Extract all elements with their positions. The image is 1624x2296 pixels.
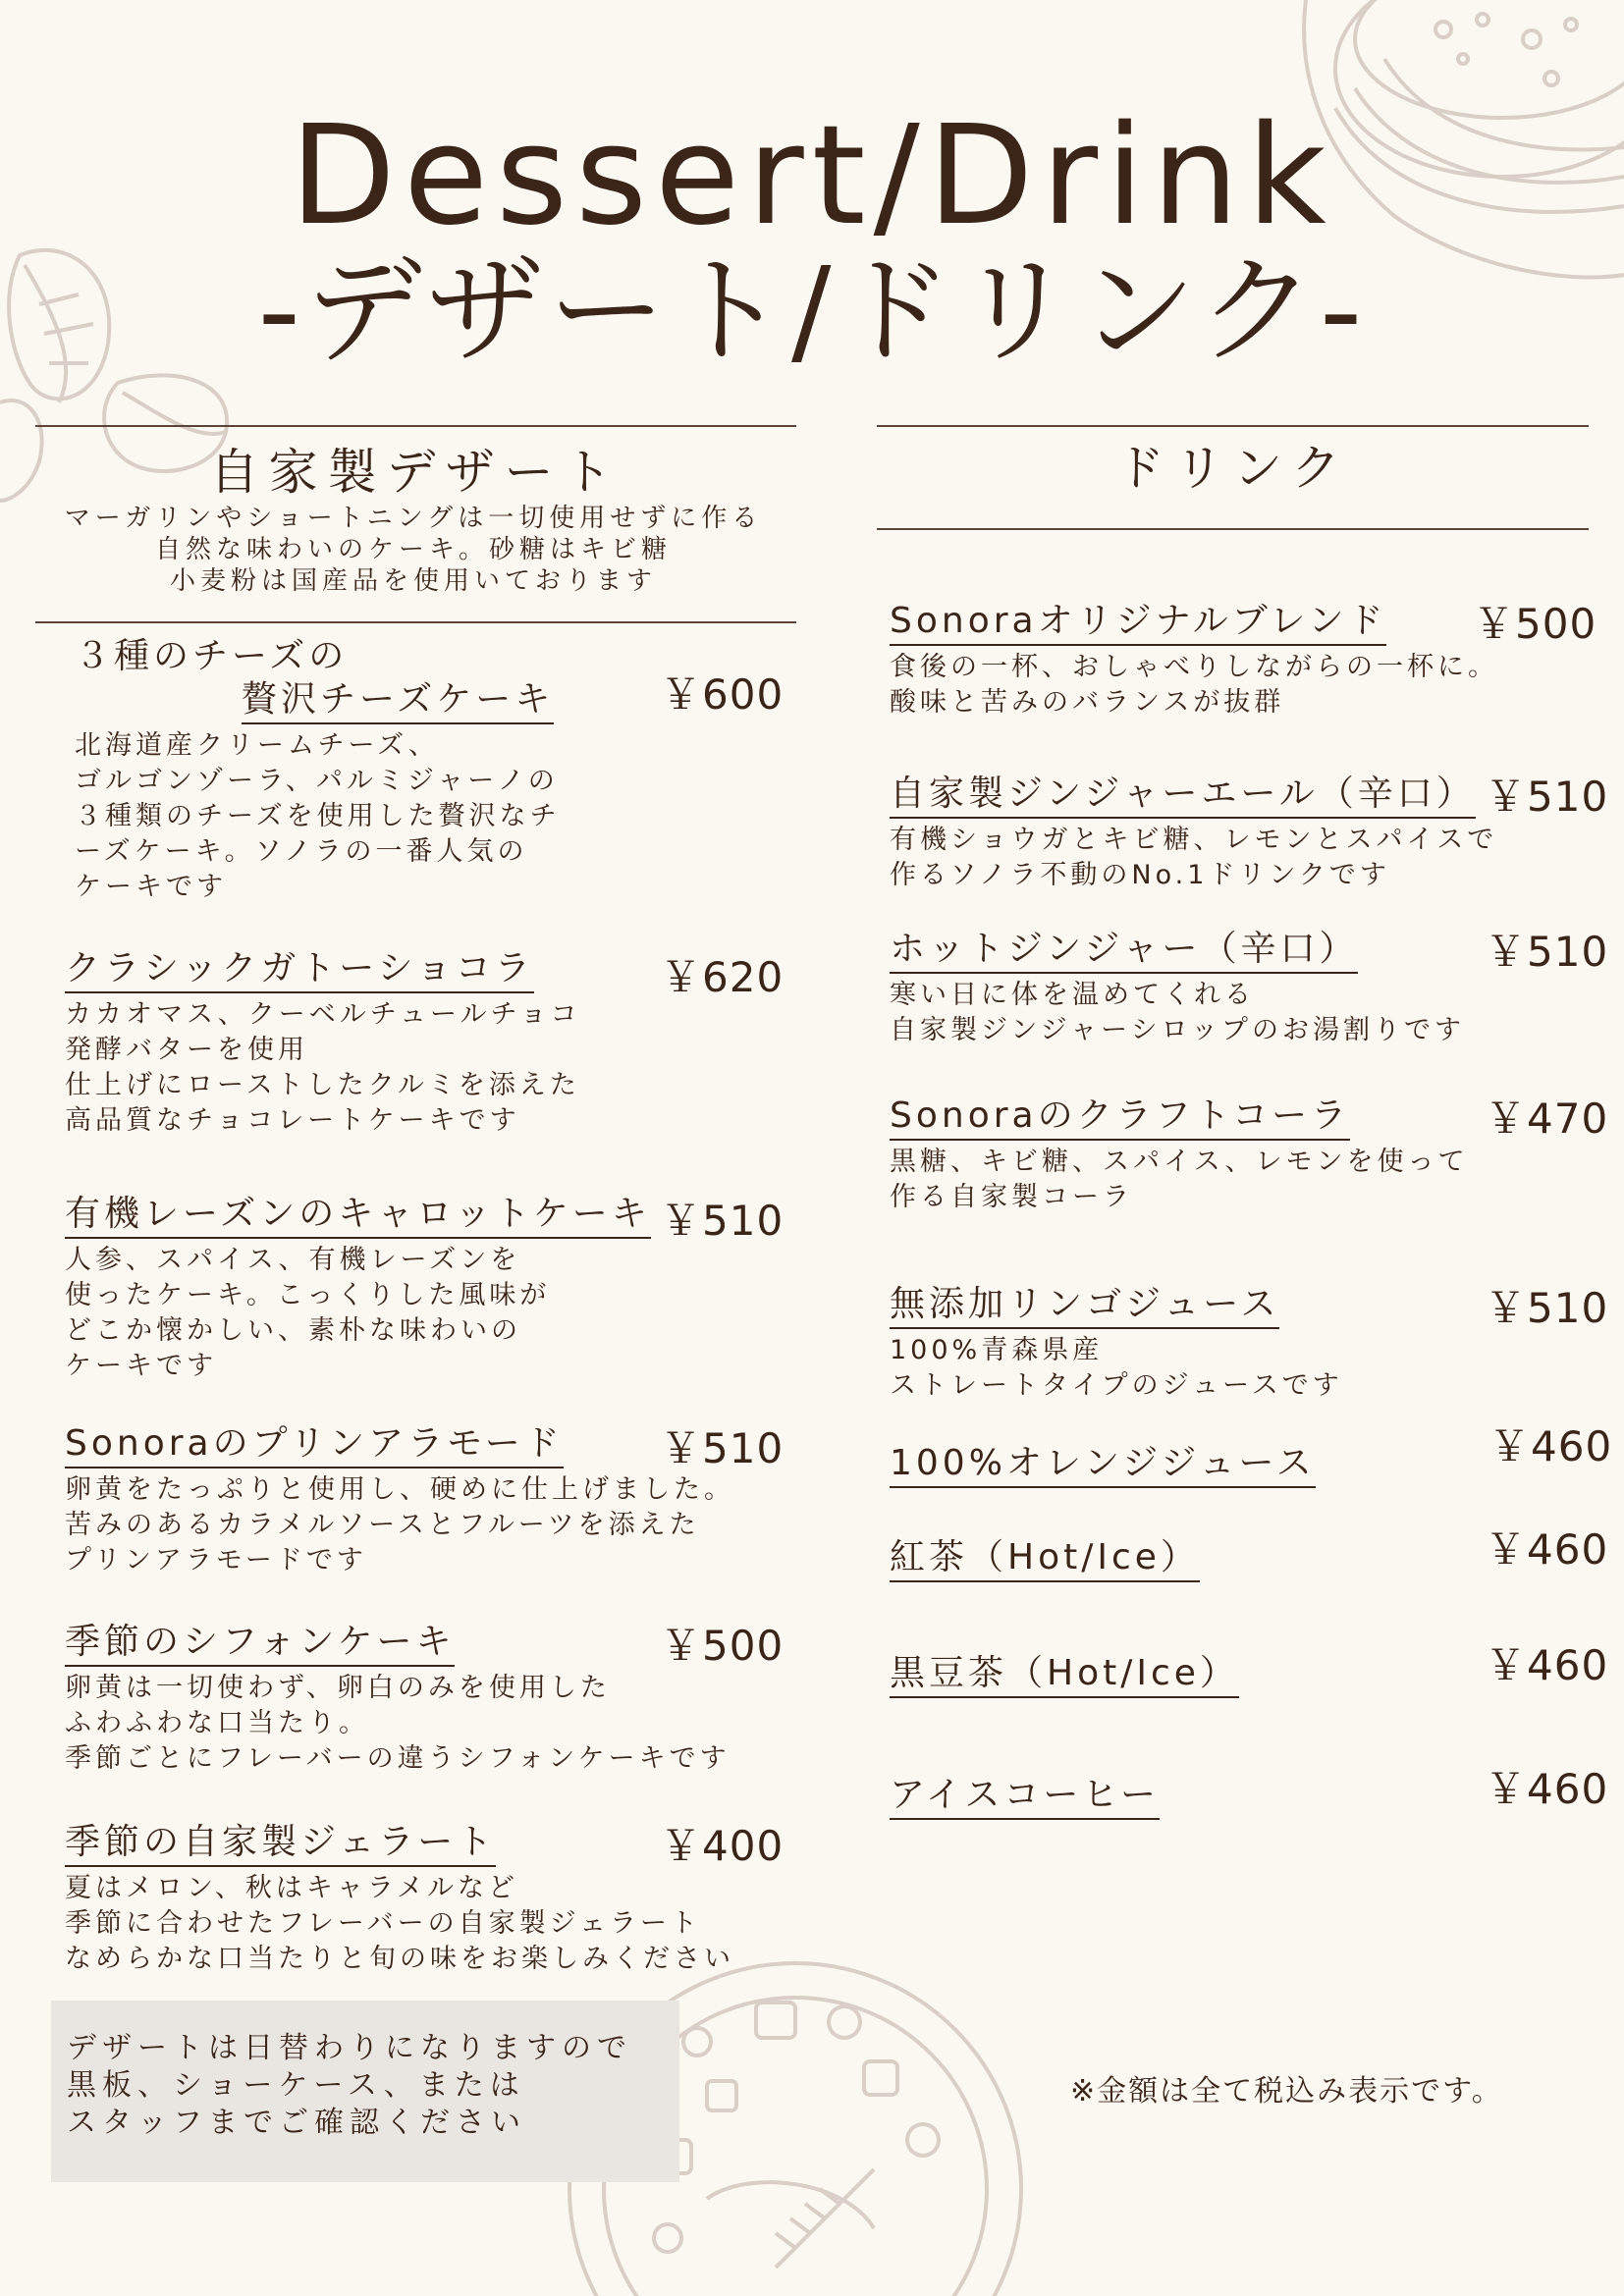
drink-item-hot-ginger [890,929,1577,1048]
item-name: 季節のシフォンケーキ [65,1622,455,1667]
drink-item-apple-juice [890,1284,1577,1404]
dessert-price-pudding: ￥510 [660,1424,785,1472]
dessert-intro: マーガリンやショートニングは一切使用せずに作る 自然な味わいのケーキ。砂糖はキビ糖 小麦粉は国産品を使用いております [64,504,763,596]
item-name: 無添加リンゴジュース [890,1284,1279,1329]
item-name: ホットジンジャー（辛口） [890,929,1358,974]
drink-price-apple-juice: ￥510 [1485,1284,1609,1332]
item-name: 100%オレンジジュース [890,1443,1316,1488]
tax-included-note: ※金額は全て税込み表示です。 [1070,2074,1503,2109]
drink-item-black-bean-tea [890,1653,1479,1698]
item-description: 有機ショウガとキビ糖、レモンとスパイスで 作るソノラ不動のNo.1ドリンクです [890,825,1498,890]
drink-bottom-divider [877,528,1589,530]
dessert-price-carrot-cake: ￥510 [660,1197,785,1245]
item-description: 黒糖、キビ糖、スパイス、レモンを使って 作る自家製コーラ [890,1147,1469,1212]
title-japanese: -デザート/ドリンク- [257,243,1367,380]
item-name: 紅茶（Hot/Ice） [890,1537,1200,1582]
drink-top-divider [877,425,1589,427]
dessert-price-chiffon: ￥500 [660,1622,785,1670]
drink-price-original-blend: ￥500 [1473,600,1597,648]
item-description: 卵黄は一切使わず、卵白のみを使用した ふわふわな口当たり。 季節ごとにフレーバーの違うシフォンケーキです [65,1673,731,1774]
drink-item-orange-juice [890,1443,1479,1488]
dessert-item-cheesecake [75,636,624,905]
item-description: 卵黄をたっぷりと使用し、硬めに仕上げました。 苦みのあるカラメルソースとフルーツを添えた プリンアラモードです [65,1474,734,1575]
dessert-heading: 自家製デザート [209,444,623,501]
dessert-top-divider [35,425,796,427]
item-description: カカオマス、クーベルチュールチョコ 発酵バターを使用 仕上げにローストしたクルミを添えた 高品質なチョコレートケーキです [65,999,581,1136]
dessert-price-gateau-chocolat: ￥620 [660,953,785,1001]
item-name: アイスコーヒー [890,1775,1160,1820]
drink-price-orange-juice: ￥460 [1489,1422,1613,1470]
drink-price-black-tea: ￥460 [1485,1525,1609,1574]
item-description: 寒い日に体を温めてくれる 自家製ジンジャーシロップのお湯割りです [890,980,1466,1045]
drink-price-black-bean-tea: ￥460 [1485,1641,1609,1689]
dessert-bottom-divider [35,621,796,623]
drink-price-ginger-ale: ￥510 [1485,773,1609,821]
item-name: 黒豆茶（Hot/Ice） [890,1653,1239,1698]
drink-price-iced-coffee: ￥460 [1485,1765,1609,1813]
item-name: クラシックガトーショコラ [65,948,534,993]
drink-item-craft-cola [890,1095,1577,1215]
drink-item-iced-coffee [890,1775,1479,1820]
title-english: Dessert/Drink [290,96,1334,256]
item-name: 自家製ジンジャーエール（辛口） [890,774,1476,819]
drink-price-craft-cola: ￥470 [1485,1095,1609,1143]
item-description: 人参、スパイス、有機レーズンを 使ったケーキ。こっくりした風味が どこか懐かしい、素朴な味わいの ケーキです [65,1245,551,1381]
dessert-price-cheesecake: ￥600 [660,670,785,719]
dessert-price-gelato: ￥400 [660,1822,785,1870]
dessert-item-carrot-cake [65,1194,674,1384]
item-description: 北海道産クリームチーズ、 ゴルゴンゾーラ、パルミジャーノの ３種類のチーズを使用した贅沢なチ ーズケーキ。ソノラの一番人気の ケーキです [75,730,561,902]
drink-heading: ドリンク [1115,440,1350,497]
drink-item-ginger-ale [890,774,1577,893]
item-description: 夏はメロン、秋はキャラメルなど 季節に合わせたフレーバーの自家製ジェラート なめらかな口当たりと旬の味をお楽しみください [65,1873,734,1974]
item-name: Sonoraのクラフトコーラ [890,1095,1350,1141]
item-name: Sonoraのプリンアラモード [65,1423,564,1468]
drink-item-black-tea [890,1537,1479,1582]
item-name: Sonoraオリジナルブレンド [890,601,1386,646]
item-description: 食後の一杯、おしゃべりしながらの一杯に。 酸味と苦みのバランスが抜群 [890,652,1498,718]
drink-price-hot-ginger: ￥510 [1485,928,1609,976]
item-name: 季節の自家製ジェラート [65,1822,496,1867]
item-name: 有機レーズンのキャロットケーキ [65,1194,651,1239]
item-name: ３種のチーズの [75,636,349,676]
item-name: 贅沢チーズケーキ [242,679,554,724]
dessert-item-gateau-chocolat [65,948,674,1139]
item-description: 100%青森県産 ストレートタイプのジュースです [890,1335,1343,1401]
daily-dessert-note: デザートは日替わりになりますので 黒板、ショーケース、または スタッフまでご確認ください [67,2031,632,2140]
